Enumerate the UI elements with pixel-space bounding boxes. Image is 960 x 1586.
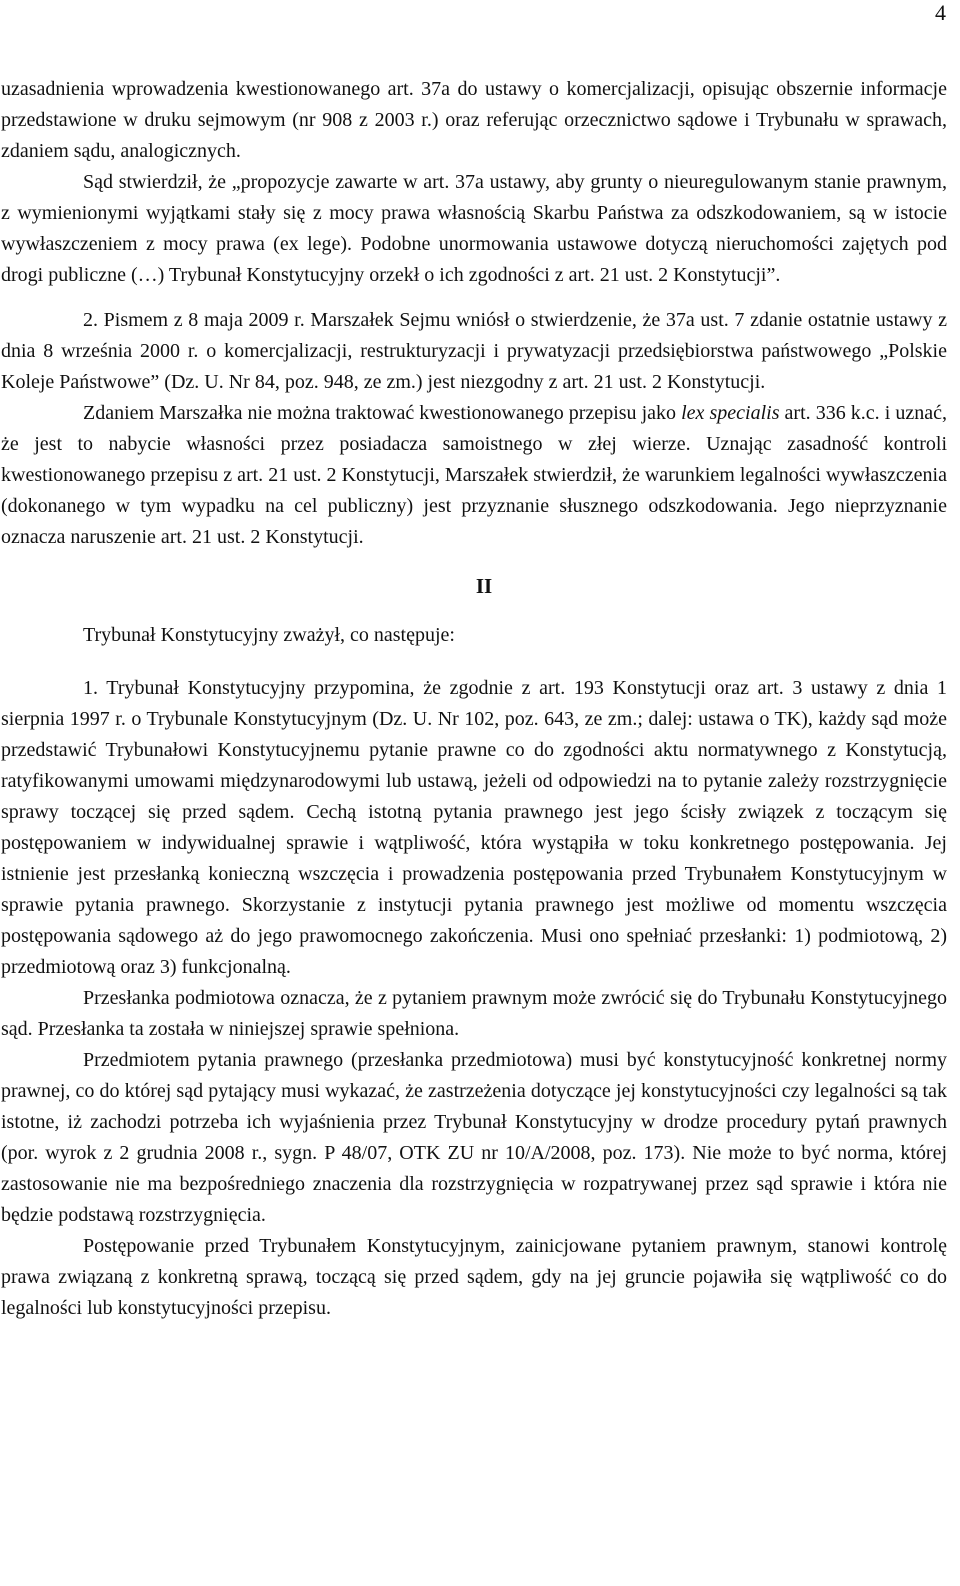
- paragraph-subjective-premise: Przesłanka podmiotowa oznacza, że z pytaniem prawnym może zwrócić się do Trybunału Konstytucyjnego sąd. Przesłanka ta została w niniejszej sprawie spełniona.: [1, 987, 947, 1040]
- marshal-opinion-text-start: Zdaniem Marszałka nie można traktować kwestionowanego przepisu jako: [83, 402, 682, 424]
- paragraph-justification-continued: uzasadnienia wprowadzenia kwestionowanego art. 37a do ustawy o komercjalizacji, opisując obszernie informacje przedstawione w druku sejmowym (nr 908 z 2003 r.) oraz referując orzecznictwo sądowe i Trybunału w sprawach, zdaniem sądu, analogicznych.: [1, 78, 947, 162]
- paragraph-marshal-letter: 2. Pismem z 8 maja 2009 r. Marszałek Sejmu wniósł o stwierdzenie, że 37a ust. 7 zdanie ostatnie ustawy z dnia 8 września 2000 r. o komercjalizacji, restrukturyzacji i prywatyzacji przedsiębiorstwa państwowego „Polskie Koleje Państwowe” (Dz. U. Nr 84, poz. 948, ze zm.) jest niezgodny z art. 21 ust. 2 Konstytucji.: [1, 309, 947, 393]
- marshal-opinion-text-end: art. 336 k.c. i uznać, że jest to nabycie własności przez posiadacza samoistnego w złej wierze. Uznając zasadność kontroli kwestionowanego przepisu z art. 21 ust. 2 Konstytucji, Marszałek stwierdził, że warunkiem legalności wywłaszczenia (dokonanego w tym wypadku na cel publiczny) jest przyznanie słusznego odszkodowania. Jego nieprzyznanie oznacza naruszenie art. 21 ust. 2 Konstytucji.: [1, 402, 947, 548]
- section-heading-ii: II: [475, 574, 493, 598]
- page-number: 4: [935, 0, 946, 25]
- paragraph-court-statement: Sąd stwierdził, że „propozycje zawarte w art. 37a ustawy, aby grunty o nieuregulowanym stanie prawnym, z wymienionymi wyjątkami stały się z mocy prawa własnością Skarbu Państwa za odszkodowaniem, są w istocie wywłaszczeniem z mocy prawa (ex lege). Podobne unormowania ustawowe dotyczą nieruchomości zajętych pod drogi publiczne (…) Trybunał Konstytucyjny orzekł o ich zgodności z art. 21 ust. 2 Konstytucji”.: [1, 171, 947, 286]
- lex-specialis-term: lex specialis: [681, 402, 780, 424]
- paragraph-legal-question-rules: 1. Trybunał Konstytucyjny przypomina, że zgodnie z art. 193 Konstytucji oraz art. 3 ustawy z dnia 1 sierpnia 1997 r. o Trybunale Konstytucyjnym (Dz. U. Nr 102, poz. 643, ze zm.; dalej: ustawa o TK), każdy sąd może przedstawić Trybunałowi Konstytucyjnemu pytanie prawne co do zgodności aktu normatywnego z Konstytucją, ratyfikowanymi umowami międzynarodowymi lub ustawą, jeżeli od odpowiedzi na to pytanie zależy rozstrzygnięcie sprawy toczącej się przed sądem. Cechą istotną pytania prawnego jest jego ścisły związek z toczącym się postępowaniem w indywidualnej sprawie i wątpliwość, która wystąpiła w toku konkretnego postępowania. Jej istnienie jest przesłanką konieczną wszczęcia i prowadzenia postępowania przed Trybunałem Konstytucyjnym w sprawie pytania prawnego. Skorzystanie z instytucji pytania prawnego jest możliwe od momentu wszczęcia postępowania sądowego aż do jego prawomocnego zakończenia. Musi ono spełniać przesłanki: 1) podmiotową, 2) przedmiotową oraz 3) funkcjonalną.: [1, 677, 947, 978]
- court-considered-line: Trybunał Konstytucyjny zważył, co następuje:: [83, 624, 455, 646]
- document-body: [1, 74, 947, 1324]
- paragraph-marshal-opinion: [1, 398, 947, 553]
- paragraph-objective-premise: Przedmiotem pytania prawnego (przesłanka przedmiotowa) musi być konstytucyjność konkretnej normy prawnej, co do której sąd pytający musi wykazać, że zastrzeżenia dotyczące jej konstytucyjności czy legalności są tak istotne, iż zachodzi potrzeba ich wyjaśnienia przez Trybunał Konstytucyjny w drodze procedury pytań prawnych (por. wyrok z 2 grudnia 2008 r., sygn. P 48/07, OTK ZU nr 10/A/2008, poz. 173). Nie może to być norma, której zastosowanie nie ma bezpośredniego znaczenia dla rozstrzygnięcia w rozpatrywanej przez sąd sprawie i która nie będzie podstawą rozstrzygnięcia.: [1, 1049, 947, 1226]
- paragraph-proceedings: Postępowanie przed Trybunałem Konstytucyjnym, zainicjowane pytaniem prawnym, stanowi kontrolę prawa związaną z konkretną sprawą, toczącą się przed sądem, gdy na jej gruncie pojawiła się wątpliwość co do legalności lub konstytucyjności przepisu.: [1, 1235, 947, 1319]
